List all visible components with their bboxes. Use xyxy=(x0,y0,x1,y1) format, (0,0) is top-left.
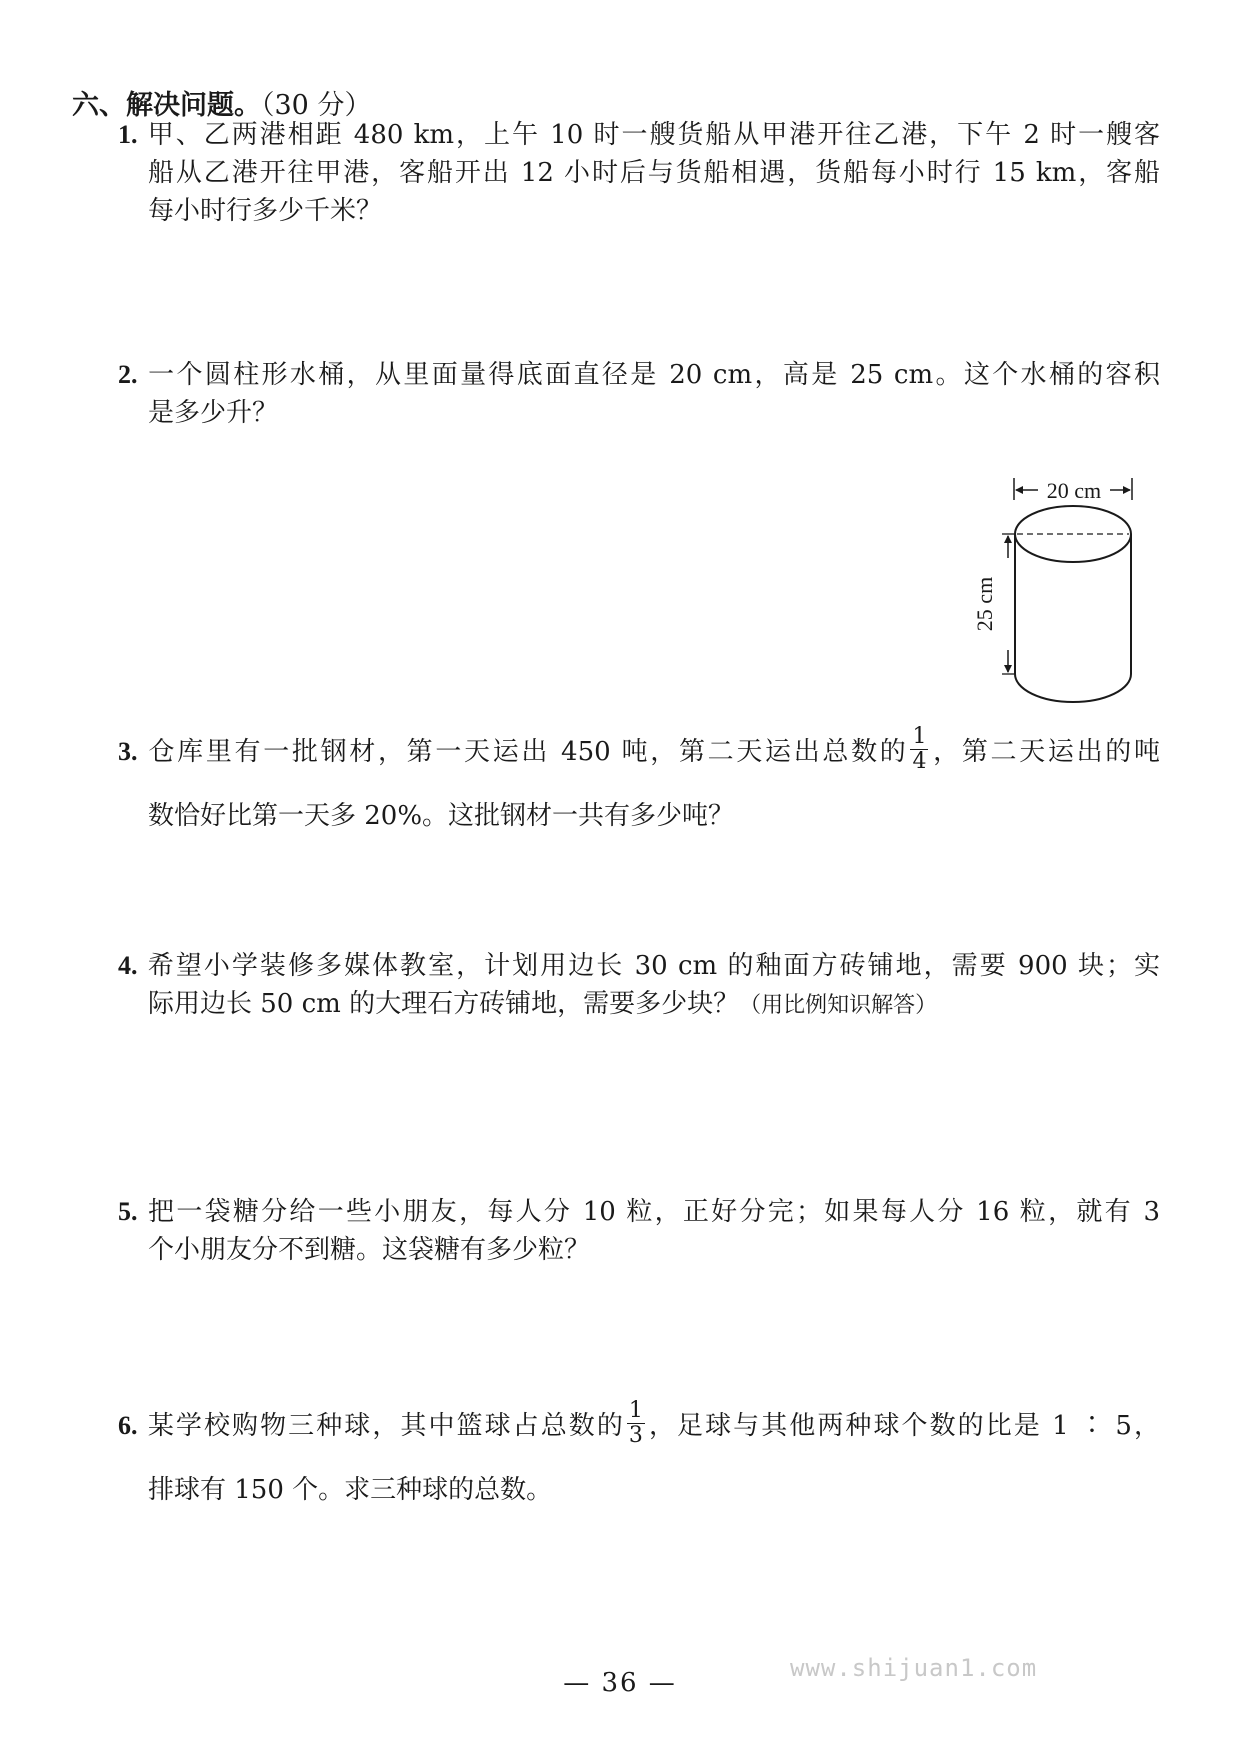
fraction-denominator: 3 xyxy=(628,1422,643,1448)
problem-text-segment: 仓库里有一批钢材，第一天运出 450 吨，第二天运出总数的 xyxy=(148,737,909,767)
fraction-numerator: 1 xyxy=(628,1397,643,1423)
problem-number: 2. xyxy=(118,360,138,389)
problem-text-line: 每小时行多少千米？ xyxy=(148,196,383,226)
problem-5 xyxy=(118,1193,1160,1269)
problem-text-line: 把一袋糖分给一些小朋友，每人分 10 粒，正好分完；如果每人分 16 粒，就有 3 xyxy=(148,1197,1160,1227)
cylinder-figure xyxy=(970,478,1150,710)
diameter-arrowhead-right xyxy=(1123,486,1131,494)
problem-note: （用比例知识解答） xyxy=(739,993,938,1018)
diameter-label: 20 cm xyxy=(1046,478,1102,503)
watermark: www.shijuan1.com xyxy=(790,1654,1038,1682)
problem-number: 1. xyxy=(118,120,138,149)
fraction-one-third xyxy=(627,1399,645,1448)
section-title: 六、解决问题。 xyxy=(72,90,261,121)
problem-text-line: 个小朋友分不到糖。这袋糖有多少粒？ xyxy=(148,1235,591,1265)
problem-text-segment: ，足球与其他两种球个数的比是 1 ∶ 5， xyxy=(646,1411,1160,1441)
problem-number: 5. xyxy=(118,1197,138,1226)
problem-text-line: 船从乙港开往甲港，客船开出 12 小时后与货船相遇，货船每小时行 15 km，客船 xyxy=(148,158,1160,188)
problem-text-segment: ，第二天运出的吨 xyxy=(930,737,1160,767)
problem-text-line: 际用边长 50 cm 的大理石方砖铺地，需要多少块？ xyxy=(148,989,740,1019)
height-arrowhead-top xyxy=(1004,535,1012,543)
diameter-arrowhead-left xyxy=(1015,486,1023,494)
height-arrowhead-bottom xyxy=(1004,665,1012,673)
fraction-numerator: 1 xyxy=(912,723,927,749)
problem-6 xyxy=(118,1394,1160,1522)
cylinder-bottom xyxy=(1015,674,1131,702)
section-points: （30 分） xyxy=(261,90,372,121)
problem-1 xyxy=(118,116,1160,230)
problem-text-line: 排球有 150 个。求三种球的总数。 xyxy=(148,1475,553,1505)
problem-text-line: 数恰好比第一天多 20%。这批钢材一共有多少吨？ xyxy=(148,801,735,831)
problem-4 xyxy=(118,947,1160,1025)
height-label: 25 cm xyxy=(972,576,997,632)
problem-text-line: 甲、乙两港相距 480 km，上午 10 时一艘货船从甲港开往乙港，下午 2 时一艘客 xyxy=(147,120,1161,150)
page-number: — 36 — xyxy=(563,1668,677,1698)
problem-text-line: 一个圆柱形水桶，从里面量得底面直径是 20 cm，高是 25 cm。这个水桶的容积 xyxy=(148,360,1160,390)
problem-number: 4. xyxy=(118,951,138,980)
problem-number: 6. xyxy=(118,1411,138,1440)
fraction-denominator: 4 xyxy=(912,748,927,774)
problem-text-line: 希望小学装修多媒体教室，计划用边长 30 cm 的釉面方砖铺地，需要 900 块；实 xyxy=(147,951,1161,981)
problem-2 xyxy=(118,356,1160,432)
fraction-one-quarter xyxy=(910,725,928,774)
problem-text-line: 是多少升？ xyxy=(148,398,279,428)
problem-3 xyxy=(118,720,1160,848)
problem-text-segment: 某学校购物三种球，其中篮球占总数的 xyxy=(147,1411,625,1441)
problem-number: 3. xyxy=(118,737,138,766)
